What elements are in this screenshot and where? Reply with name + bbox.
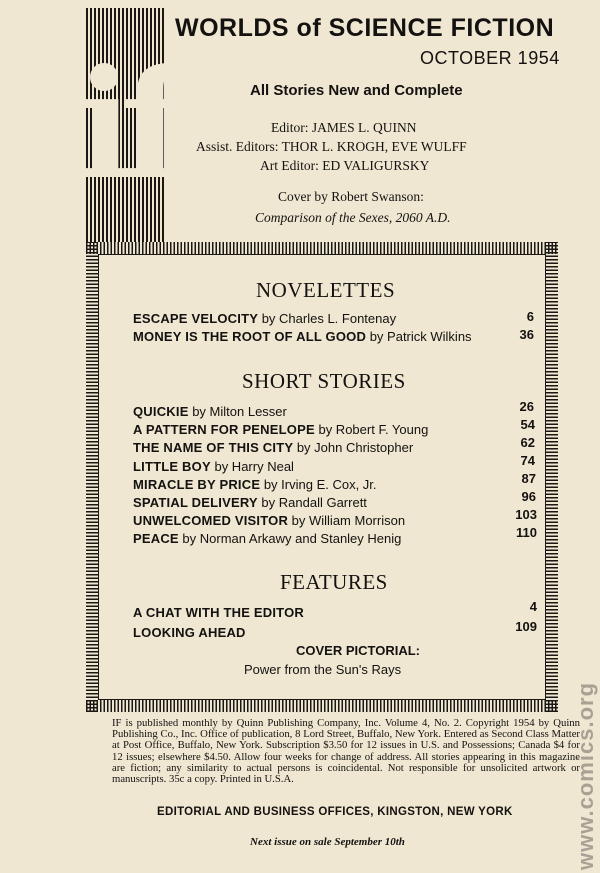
toc-entry [133, 625, 246, 640]
story-title: MONEY IS THE ROOT OF ALL GOOD [133, 329, 367, 344]
toc-entry [133, 329, 472, 344]
story-author: by Milton Lesser [192, 404, 287, 419]
feature-title: LOOKING AHEAD [133, 625, 246, 640]
next-issue-line: Next issue on sale September 10th [250, 836, 405, 848]
editor-name: JAMES L. QUINN [311, 120, 417, 135]
toc-entry [133, 459, 294, 474]
story-title: THE NAME OF THIS CITY [133, 440, 294, 455]
editor-line [271, 120, 417, 136]
story-title: A PATTERN FOR PENELOPE [133, 422, 315, 437]
page-number: 26 [519, 399, 534, 414]
offices-line: EDITORIAL AND BUSINESS OFFICES, KINGSTON, NEW YORK [157, 806, 513, 818]
story-title: UNWELCOMED VISITOR [133, 513, 289, 528]
short-stories-heading: SHORT STORIES [242, 369, 406, 393]
page-number: 96 [521, 489, 536, 504]
toc-entry [133, 605, 304, 620]
story-title: SPATIAL DELIVERY [133, 495, 258, 510]
page-number: 103 [515, 507, 537, 522]
story-author: by John Christopher [296, 440, 414, 455]
story-title: ESCAPE VELOCITY [133, 311, 259, 326]
page-number: 62 [520, 435, 535, 450]
toc-entry [133, 495, 367, 510]
novelettes-heading: NOVELETTES [256, 278, 396, 302]
story-title: MIRACLE BY PRICE [133, 477, 261, 492]
story-author: by Charles L. Fontenay [261, 311, 397, 326]
magazine-title: WORLDS of SCIENCE FICTION [175, 14, 555, 42]
page-number: 6 [526, 309, 534, 324]
if-logo [76, 8, 174, 242]
features-heading: FEATURES [280, 570, 388, 594]
logo-text: if [76, 37, 174, 213]
issue-date: OCTOBER 1954 [420, 48, 560, 68]
story-author: by Irving E. Cox, Jr. [263, 477, 377, 492]
page-number: 54 [520, 417, 535, 432]
story-author: by Randall Garrett [261, 495, 367, 510]
story-title: QUICKIE [133, 404, 189, 419]
publication-notice: IF is published monthly by Quinn Publishing Company, Inc. Volume 4, No. 2. Copyright 1954 by Quinn Publishing Co., Inc. Office of publication, 8 Lord Street, Buffalo, New York. Entered as Second Class Matter at Post Office, Buffalo, New York. Subscription $3.50 for 12 issues in U.S. and Possessions; Canada $4 for 12 issues; elsewhere $4.50. Allow four weeks for change of address. All stories appearing in this magazine are fiction; any similarity to actual persons is coincidental. Not responsible for unsolicited artwork or manuscripts. 35c a copy. Printed in U.S.A. [112, 717, 580, 786]
toc-entry [133, 531, 401, 546]
page-number: 36 [519, 327, 534, 342]
story-author: by Robert F. Young [318, 422, 429, 437]
story-author: by Norman Arkawy and Stanley Henig [182, 531, 402, 546]
toc-entry [133, 477, 377, 492]
toc-entry [133, 311, 396, 326]
story-author: by Harry Neal [214, 459, 294, 474]
page-number: 4 [529, 599, 537, 614]
art-name: ED VALIGURSKY [322, 158, 430, 173]
assist-names: THOR L. KROGH, EVE WULFF [281, 139, 467, 154]
toc-entry [133, 404, 287, 419]
page-number: 74 [520, 453, 535, 468]
feature-title: A CHAT WITH THE EDITOR [133, 605, 304, 620]
editor-label: Editor: [271, 120, 309, 135]
cover-pictorial-label: COVER PICTORIAL: [296, 643, 420, 658]
cover-title: Comparison of the Sexes, 2060 A.D. [255, 210, 451, 225]
cover-pictorial-title: Power from the Sun's Rays [244, 662, 402, 677]
toc-entry [133, 513, 405, 528]
art-label: Art Editor: [260, 158, 319, 173]
page-number: 110 [516, 525, 537, 540]
story-author: by William Morrison [291, 513, 406, 528]
assist-editors-line [196, 139, 467, 155]
page-number: 87 [521, 471, 536, 486]
assist-label: Assist. Editors: [196, 139, 279, 154]
tagline: All Stories New and Complete [250, 82, 463, 99]
toc-entry [133, 422, 428, 437]
story-title: LITTLE BOY [133, 459, 211, 474]
watermark-stamp: www.comics.org [573, 681, 598, 870]
page-number: 109 [515, 619, 537, 634]
cover-credit: Cover by Robert Swanson: [278, 189, 424, 204]
story-author: by Patrick Wilkins [369, 329, 472, 344]
art-editor-line [260, 158, 429, 174]
toc-entry [133, 440, 413, 455]
story-title: PEACE [133, 531, 179, 546]
